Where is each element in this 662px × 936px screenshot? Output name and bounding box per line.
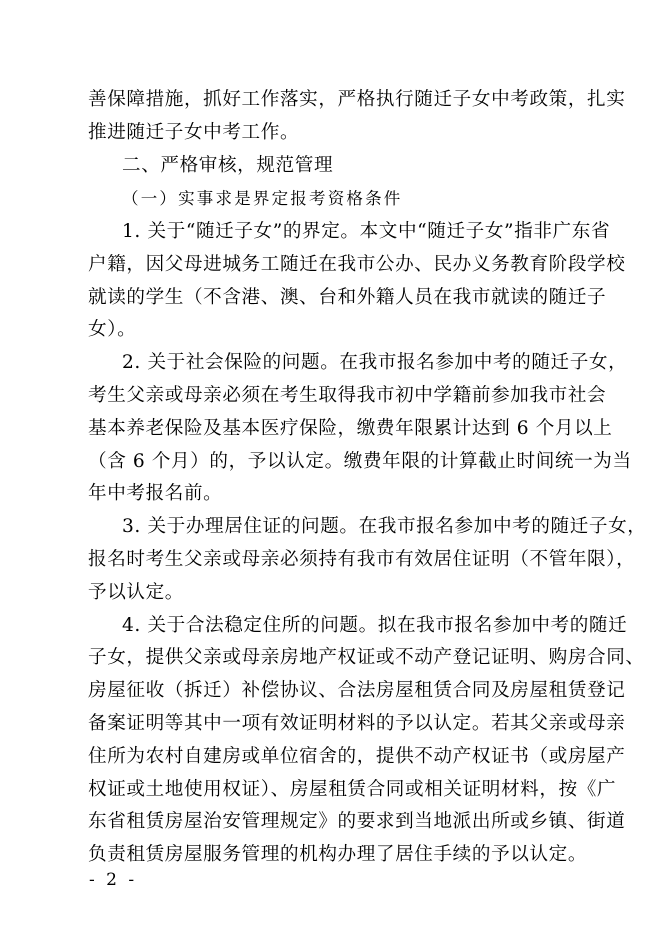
text-line: 权证或土地使用权证）、房屋租赁合同或相关证明材料，按《广 <box>88 779 617 800</box>
text-line: 备案证明等其中一项有效证明材料的予以认定。若其父亲或母亲 <box>88 713 626 734</box>
subsection-heading: （一）实事求是界定报考资格条件 <box>122 189 403 208</box>
text-line: 4. 关于合法稳定住所的问题。拟在我市报名参加中考的随迁 <box>122 615 628 636</box>
text-line: 房屋征收（拆迁）补偿协议、合法房屋租赁合同及房屋租赁登记 <box>88 680 626 701</box>
text-line: 子女，提供父亲或母亲房地产权证或不动产登记证明、购房合同、 <box>88 647 645 668</box>
text-line: 推进随迁子女中考工作。 <box>88 122 300 143</box>
text-line: 女）。 <box>88 319 137 340</box>
text-line: 基本养老保险及基本医疗保险，缴费年限累计达到 6 个月以上 <box>88 418 613 439</box>
text-line: 住所为农村自建房或单位宿舍的，提供不动产权证书（或房屋产 <box>88 746 626 767</box>
text-line: （含 6 个月）的，予以认定。缴费年限的计算截止时间统一为当 <box>88 451 632 472</box>
text-line: 善保障措施，抓好工作落实，严格执行随迁子女中考政策，扎实 <box>88 89 626 110</box>
text-line: 东省租赁房屋治安管理规定》的要求到当地派出所或乡镇、街道 <box>88 811 626 832</box>
text-line: 报名时考生父亲或母亲必须持有我市有效居住证明（不管年限）， <box>88 549 636 570</box>
page-number: - 2 - <box>89 870 138 890</box>
text-line: 就读的学生（不含港、澳、台和外籍人员在我市就读的随迁子 <box>88 287 607 308</box>
text-line: 3. 关于办理居住证的问题。在我市报名参加中考的随迁子女， <box>122 516 647 537</box>
text-line: 1. 关于“随迁子女”的界定。本文中“随迁子女”指非广东省 <box>122 221 611 242</box>
text-line: 2. 关于社会保险的问题。在我市报名参加中考的随迁子女， <box>122 352 628 373</box>
text-line: 户籍，因父母进城务工随迁在我市公办、民办义务教育阶段学校 <box>88 254 626 275</box>
text-line: 考生父亲或母亲必须在考生取得我市初中学籍前参加我市社会 <box>88 385 607 406</box>
text-line: 负责租赁房屋服务管理的机构办理了居住手续的予以认定。 <box>88 844 588 865</box>
text-line: 年中考报名前。 <box>88 483 223 504</box>
text-line: 予以认定。 <box>88 582 184 603</box>
section-heading: 二、严格审核，规范管理 <box>122 155 334 176</box>
